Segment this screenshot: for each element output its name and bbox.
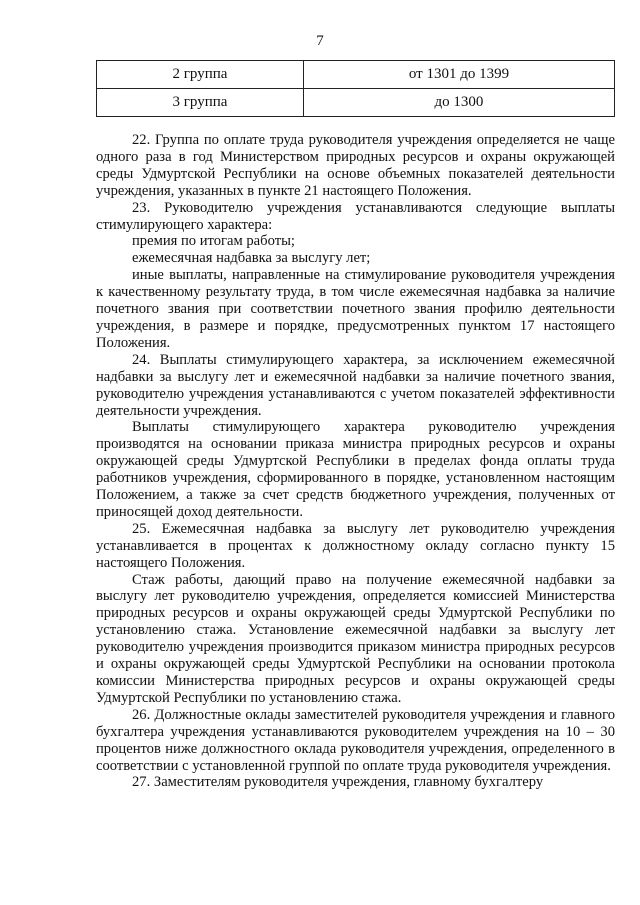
- paragraph-24-continued: Выплаты стимулирующего характера руководителю учреждения производятся на основании приказа министра природных ресурсов и охраны окружающей среды Удмуртской Республики в пределах фонда оплаты труда работников учреждения, сформированного в порядке, установленном настоящим Положением, а также за счет средств бюджетного учреждения, полученных от приносящей доход деятельности.: [96, 419, 615, 520]
- page-number: 7: [316, 33, 324, 49]
- paragraph-26: 26. Должностные оклады заместителей руководителя учреждения и главного бухгалтера учреждения устанавливаются руководителем учреждения на 10 – 30 процентов ниже должностного оклада руководителя учреждения, определенного в соответствии с установленной группой по оплате труда руководителя учреждения.: [96, 706, 615, 774]
- group-table: [96, 60, 615, 117]
- range-cell: от 1301 до 1399: [304, 61, 615, 89]
- list-item: премия по итогам работы;: [132, 233, 295, 250]
- table-row: [97, 61, 615, 89]
- paragraph-27: 27. Заместителям руководителя учреждения, главному бухгалтеру: [132, 774, 544, 791]
- paragraph-22: 22. Группа по оплате труда руководителя учреждения определяется не чаще одного раза в год Министерством природных ресурсов и охраны окружающей среды Удмуртской Республики на основе объемных показателей деятельности учреждения, указанных в пункте 21 настоящего Положения.: [96, 132, 615, 199]
- document-body: [96, 132, 615, 791]
- paragraph-25: 25. Ежемесячная надбавка за выслугу лет руководителю учреждения устанавливается в процентах к должностному окладу согласно пункту 15 настоящего Положения.: [96, 520, 615, 571]
- paragraph-24: 24. Выплаты стимулирующего характера, за исключением ежемесячной надбавки за выслугу лет и ежемесячной надбавки за наличие почетного звания, руководителю учреждения устанавливаются с учетом показателей эффективности деятельности учреждения.: [96, 351, 615, 419]
- list-item: ежемесячная надбавка за выслугу лет;: [132, 250, 371, 267]
- range-cell: до 1300: [304, 89, 615, 117]
- table-row: [97, 89, 615, 117]
- paragraph-25-continued: Стаж работы, дающий право на получение ежемесячной надбавки за выслугу лет руководителю учреждения, определяется комиссией Министерства природных ресурсов и охраны окружающей среды Удмуртской Республики по установлению стажа. Установление ежемесячной надбавки за выслугу лет руководителю учреждения производится приказом министра природных ресурсов и охраны окружающей среды Удмуртской Республики на основании протокола комиссии Министерства природных ресурсов и охраны окружающей среды Удмуртской Республики по установлению стажа.: [96, 571, 615, 706]
- group-cell: 3 группа: [97, 89, 304, 117]
- group-cell: 2 группа: [97, 61, 304, 89]
- list-item: иные выплаты, направленные на стимулирование руководителя учреждения к качественному результату труда, в том числе ежемесячная надбавка за наличие почетного звания при соответствии почетного звания профилю деятельности учреждения, в размере и порядке, предусмотренных пунктом 17 настоящего Положения.: [96, 267, 615, 351]
- paragraph-23: 23. Руководителю учреждения устанавливаются следующие выплаты стимулирующего характера:: [96, 199, 615, 233]
